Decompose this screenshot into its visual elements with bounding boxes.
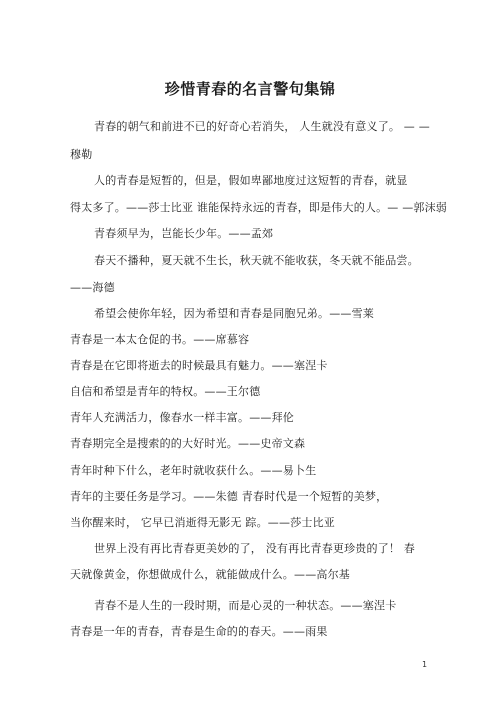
- text-line: 当你醒来时， 它早已消逝得无影无 踪。——莎士比亚: [70, 516, 335, 529]
- text-line: 青春的朝气和前进不已的好奇心若消失， 人生就没有意义了。 — —: [94, 120, 430, 133]
- text-line: 希望会使你年轻，因为希望和青春是同胞兄弟。——雪莱: [94, 307, 374, 320]
- text-line: 得太多了。——莎士比亚 谁能保持永远的青春，即是伟大的人。— —郭沫弱: [70, 201, 447, 214]
- text-line: 穆勒: [70, 148, 93, 161]
- text-line: 青年人充满活力，像春水一样丰富。——拜伦: [70, 411, 294, 424]
- page-number: 1: [422, 660, 428, 669]
- text-line: 青春是一本太仓促的书。——席慕容: [70, 333, 250, 346]
- text-line: ——海德: [70, 281, 115, 294]
- text-line: 天就像黄金，你想做成什么，就能做成什么。——高尔基: [70, 568, 350, 581]
- text-line: 青春须早为，岂能长少年。——孟郊: [94, 227, 274, 240]
- text-line: 青春是在它即将逝去的时候最具有魅力。——塞涅卡: [70, 359, 328, 372]
- text-line: 青春不是人生的一段时期，而是心灵的一种状态。——塞涅卡: [94, 599, 397, 612]
- text-line: 自信和希望是青年的特权。——王尔德: [70, 385, 261, 398]
- text-line: 青春期完全是搜索的的大好时光。——史帝文森: [70, 437, 306, 450]
- text-line: 青春是一年的青春，青春是生命的的春天。——雨果: [70, 625, 328, 638]
- text-line: 青年的主要任务是学习。——朱德 青春时代是一个短暂的美梦，: [70, 490, 388, 503]
- text-line: 春天不播种，夏天就不生长，秋天就不能收获，冬天就不能品尝。: [94, 254, 419, 267]
- text-line: 世界上没有再比青春更美妙的了， 没有再比青春更珍贵的了！ 春: [94, 542, 415, 555]
- text-line: 人的青春是短暂的，但是，假如卑鄙地度过这短暂的青春，就显: [94, 174, 408, 187]
- document-title: 珍惜青春的名言警句集锦: [164, 80, 336, 98]
- text-line: 青年时种下什么，老年时就收获什么。——易卜生: [70, 464, 317, 477]
